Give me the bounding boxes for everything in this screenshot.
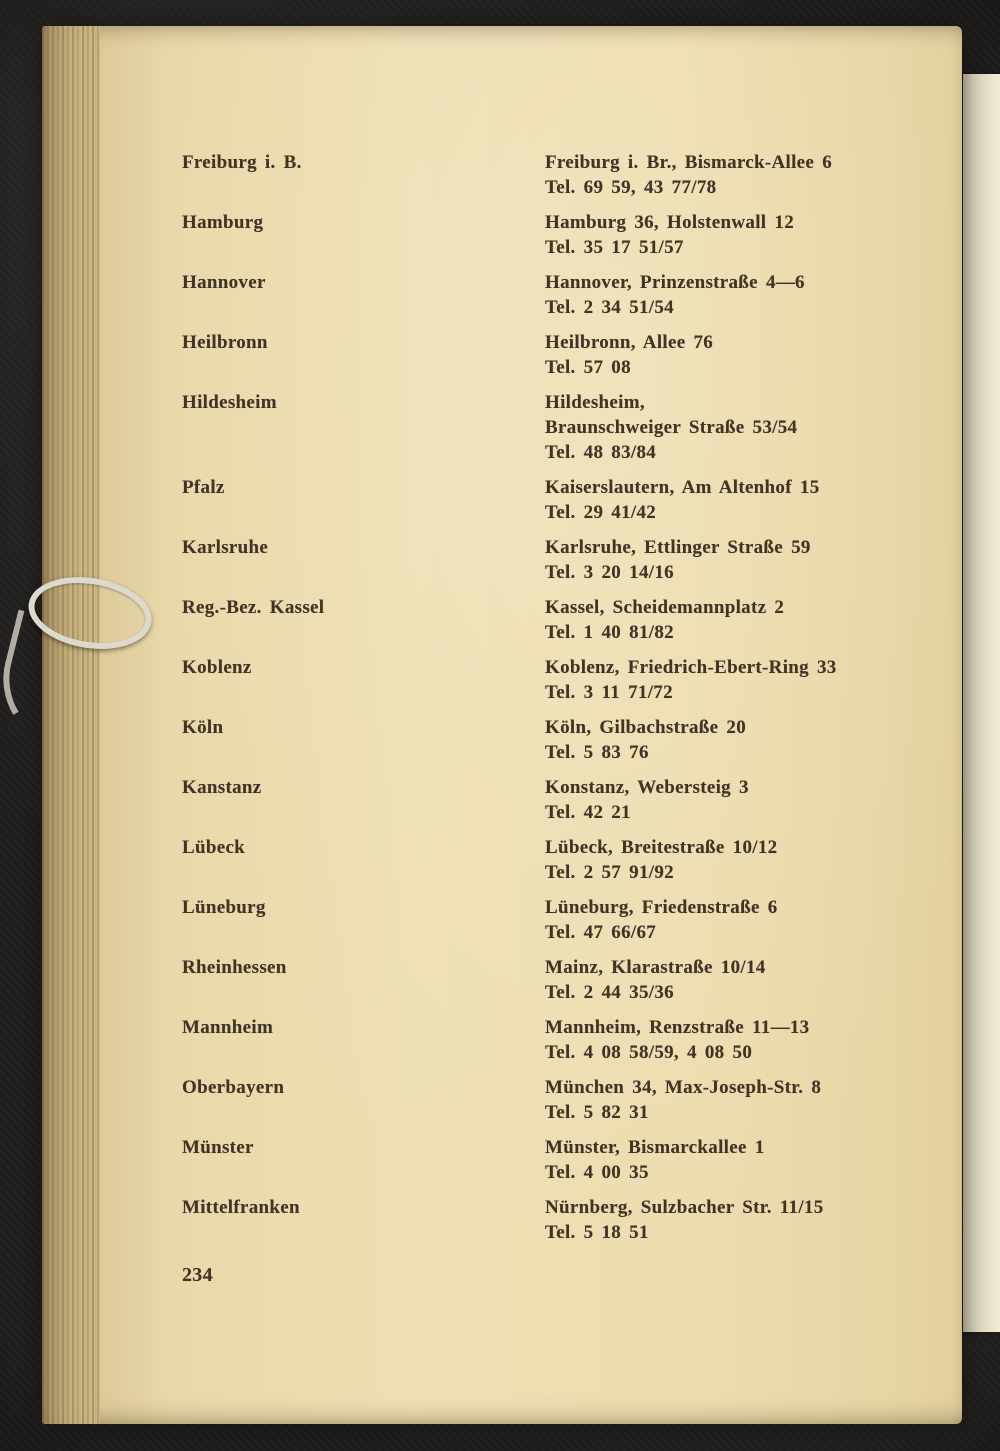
directory-entry	[182, 210, 926, 260]
region-label: Hamburg	[182, 212, 264, 233]
address-line: Mainz, Klarastraße 10/14	[545, 957, 766, 978]
telephone-line: Tel. 35 17 51/57	[545, 237, 684, 258]
region-label: Lüneburg	[182, 897, 266, 918]
region-label: Freiburg i. B.	[182, 152, 302, 173]
directory-entry	[182, 895, 926, 945]
directory-entry	[182, 1135, 926, 1185]
address-line: Koblenz, Friedrich-Ebert-Ring 33	[545, 657, 837, 678]
directory-entry	[182, 535, 926, 585]
address-line: Köln, Gilbachstraße 20	[545, 717, 747, 738]
address-block	[545, 1075, 926, 1125]
region-label: Pfalz	[182, 477, 225, 498]
directory-entry	[182, 775, 926, 825]
directory-entry	[182, 475, 926, 525]
address-line: Mannheim, Renzstraße 11—13	[545, 1017, 810, 1038]
address-line: Braunschweiger Straße 53/54	[545, 417, 798, 438]
telephone-line: Tel. 69 59, 43 77/78	[545, 177, 717, 198]
address-line: Hannover, Prinzenstraße 4—6	[545, 272, 805, 293]
telephone-line: Tel. 42 21	[545, 802, 631, 823]
address-line: München 34, Max-Joseph-Str. 8	[545, 1077, 822, 1098]
telephone-line: Tel. 48 83/84	[545, 442, 657, 463]
directory-entry	[182, 1075, 926, 1125]
directory-entry	[182, 1015, 926, 1065]
region-label: Mittelfranken	[182, 1197, 300, 1218]
address-line: Freiburg i. Br., Bismarck-Allee 6	[545, 152, 832, 173]
region-label: Koblenz	[182, 657, 252, 678]
directory-entry	[182, 955, 926, 1005]
address-block	[545, 150, 926, 200]
address-block	[545, 475, 926, 525]
telephone-line: Tel. 5 83 76	[545, 742, 649, 763]
page-content	[182, 150, 926, 1288]
address-block	[545, 390, 926, 465]
address-line: Kassel, Scheidemannplatz 2	[545, 597, 785, 618]
directory-entry	[182, 270, 926, 320]
telephone-line: Tel. 5 18 51	[545, 1222, 649, 1243]
next-page-edge	[963, 74, 1000, 1332]
region-label: Hildesheim	[182, 392, 277, 413]
directory-entry	[182, 390, 926, 465]
region-label: Reg.-Bez. Kassel	[182, 597, 325, 618]
address-block	[545, 775, 926, 825]
address-line: Heilbronn, Allee 76	[545, 332, 714, 353]
telephone-line: Tel. 29 41/42	[545, 502, 657, 523]
address-line: Kaiserslautern, Am Altenhof 15	[545, 477, 820, 498]
address-block	[545, 535, 926, 585]
book-page	[42, 26, 962, 1424]
region-label: Karlsruhe	[182, 537, 269, 558]
region-label: Münster	[182, 1137, 254, 1158]
telephone-line: Tel. 2 57 91/92	[545, 862, 674, 883]
directory-entry	[182, 150, 926, 200]
address-block	[545, 330, 926, 380]
address-line: Münster, Bismarckallee 1	[545, 1137, 765, 1158]
region-label: Mannheim	[182, 1017, 274, 1038]
address-block	[545, 595, 926, 645]
region-label: Kanstanz	[182, 777, 262, 798]
telephone-line: Tel. 2 44 35/36	[545, 982, 674, 1003]
telephone-line: Tel. 4 00 35	[545, 1162, 649, 1183]
address-line: Konstanz, Webersteig 3	[545, 777, 749, 798]
address-block	[545, 1195, 926, 1245]
telephone-line: Tel. 2 34 51/54	[545, 297, 674, 318]
address-line: Nürnberg, Sulzbacher Str. 11/15	[545, 1197, 824, 1218]
address-block	[545, 270, 926, 320]
telephone-line: Tel. 3 11 71/72	[545, 682, 673, 703]
telephone-line: Tel. 47 66/67	[545, 922, 657, 943]
address-block	[545, 210, 926, 260]
entries	[182, 150, 926, 1245]
address-block	[545, 655, 926, 705]
address-line: Hildesheim,	[545, 392, 645, 413]
address-line: Lüneburg, Friedenstraße 6	[545, 897, 778, 918]
region-label: Hannover	[182, 272, 266, 293]
directory-entry	[182, 715, 926, 765]
telephone-line: Tel. 4 08 58/59, 4 08 50	[545, 1042, 753, 1063]
directory-entry	[182, 1195, 926, 1245]
address-block	[545, 1015, 926, 1065]
address-line: Hamburg 36, Holstenwall 12	[545, 212, 795, 233]
address-block	[545, 955, 926, 1005]
region-label: Rheinhessen	[182, 957, 287, 978]
directory-entry	[182, 595, 926, 645]
telephone-line: Tel. 1 40 81/82	[545, 622, 674, 643]
page-number: 234	[182, 1264, 213, 1286]
region-label: Köln	[182, 717, 224, 738]
address-block	[545, 895, 926, 945]
region-label: Heilbronn	[182, 332, 268, 353]
directory-entry	[182, 835, 926, 885]
region-label: Lübeck	[182, 837, 246, 858]
telephone-line: Tel. 57 08	[545, 357, 631, 378]
address-line: Karlsruhe, Ettlinger Straße 59	[545, 537, 811, 558]
telephone-line: Tel. 3 20 14/16	[545, 562, 674, 583]
telephone-line: Tel. 5 82 31	[545, 1102, 649, 1123]
address-block	[545, 715, 926, 765]
address-block	[545, 835, 926, 885]
region-label: Oberbayern	[182, 1077, 285, 1098]
directory-entry	[182, 655, 926, 705]
directory-entry	[182, 330, 926, 380]
address-block	[545, 1135, 926, 1185]
address-line: Lübeck, Breitestraße 10/12	[545, 837, 778, 858]
